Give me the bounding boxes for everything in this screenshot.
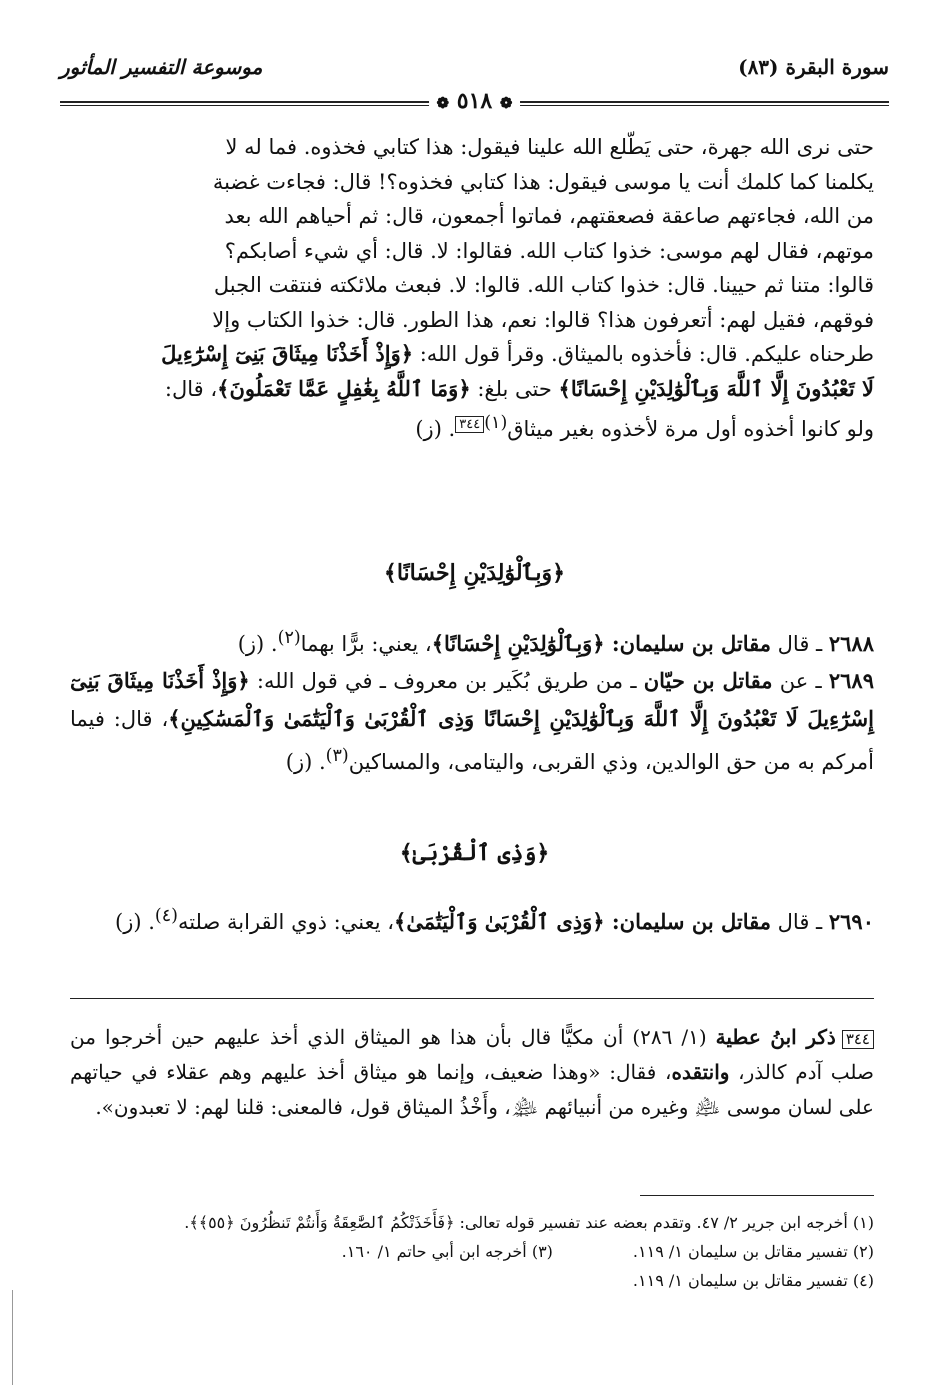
text-run: ، يعني: برًّا بهما: [300, 632, 432, 656]
footnotes: [70, 1208, 874, 1295]
text-run: . (ز): [115, 910, 155, 934]
footnote-ref: (٣): [325, 746, 349, 766]
footnote-ref: (١): [484, 413, 508, 433]
section-heading: ﴿وَذِى ٱلْقُرْبَىٰ﴾: [399, 840, 550, 866]
commentary-number-box: ٣٤٤: [842, 1030, 874, 1049]
text-run: ، فقال: «وهذا ضعيف، وإنما هو ميثاق أخذ عليهم وهم عقلاء في حياتهم على لسان موسى ﵇ وغيره من أنبيائهم ﵈، وأَخْذُ الميثاق قول، فالمعنى: قلنا لهم: لا تعبدون».: [70, 1060, 874, 1119]
text-run: (١/ ٢٨٦) أن مكيًّا قال بأن هذا هو الميثاق الذي أخذ عليهم حين أخرجوا من صلب آدم كالذر،: [70, 1025, 875, 1084]
text-line: [70, 406, 874, 447]
entry-2689: [70, 662, 874, 781]
text-run: ، قال: فيما أمركم به من حق الوالدين، وذي القربى، واليتامى، والمساكين: [70, 707, 874, 774]
text-run-bold: وانتقده: [671, 1060, 730, 1084]
ornament-icon: ❁: [436, 94, 450, 112]
commentary-note: [70, 1020, 874, 1125]
text-run: ـ قال: [771, 632, 829, 656]
text-run: . (ز): [237, 632, 278, 656]
footnote-ref: (٢): [277, 628, 301, 648]
quran-quote: لَا تَعْبُدُونَ إِلَّا ٱللَّهَ وَبِٱلْوَٰلِدَيْنِ إِحْسَانًا﴾: [558, 375, 874, 401]
text-run: ـ من طريق بُكَير بن معروف ـ في قول الله:: [249, 669, 644, 693]
entry-2690: [70, 898, 874, 941]
footnote-ref: (٤): [154, 906, 178, 926]
page-number: [429, 88, 521, 114]
entry-number: ٢٦٨٩: [828, 668, 874, 693]
footnote-4: (٤) تفسير مقاتل بن سليمان ١/ ١١٩.: [632, 1271, 874, 1290]
text-run: . (ز): [285, 750, 326, 774]
footnote-3: (٣) أخرجه ابن أبي حاتم ١/ ١٦٠.: [341, 1242, 553, 1261]
text-line: حتى نرى الله جهرة، حتى يَطّلع الله علينا فيقول: هذا كتابي فخذوه. فما له لا: [225, 135, 874, 159]
text-line: قالوا: متنا ثم حيينا. قال: خذوا كتاب الله. قالوا: لا. فبعث ملائكته فنتقت الجبل: [213, 273, 874, 297]
text-run: . (ز): [415, 417, 456, 441]
quran-quote: ﴿وَذِى ٱلْقُرْبَىٰ وَٱلْيَتَٰمَىٰ﴾: [394, 909, 612, 934]
text-line: [70, 337, 874, 372]
text-run: ـ عن: [772, 669, 829, 693]
commentary-separator: [70, 998, 874, 999]
text-line: [70, 372, 874, 407]
commentary-ref-box: ٣٤٤: [455, 416, 484, 433]
text-line: موتهم، فقال لهم موسى: خذوا كتاب الله. فقالوا: لا. قال: أي شيء أصابكم؟: [224, 238, 874, 263]
running-head-surah: [738, 55, 889, 79]
text-run: ، قال:: [164, 376, 218, 401]
text-run: حتى بلغ:: [477, 376, 552, 401]
ornament-icon: ❁: [499, 94, 513, 112]
scan-margin-line: [12, 1290, 13, 1385]
text-line: من الله، فجاءتهم صاعقة فصعقتهم، فماتوا أجمعون، قال: ثم أحياهم الله بعد: [224, 204, 874, 228]
text-run: طرحناه عليكم. قال: فأخذوه بالميثاق. وقرأ قول الله:: [419, 342, 874, 366]
footnote-row: [70, 1237, 874, 1266]
quran-quote: ﴿وَبِٱلْوَٰلِدَيْنِ إِحْسَانًا﴾: [431, 631, 612, 656]
quran-quote: ﴿وَمَا ٱللَّهُ بِغَٰفِلٍ عَمَّا تَعْمَلُونَ﴾: [217, 375, 471, 401]
section-heading: ﴿وَبِٱلْوَٰلِدَيْنِ إِحْسَانًا﴾: [383, 560, 566, 586]
commentator-name: ذكر ابنُ عطية: [715, 1025, 836, 1049]
entry-number: ٢٦٨٨: [828, 631, 874, 656]
footnote-2: (٢) تفسير مقاتل بن سليمان ١/ ١١٩.: [632, 1242, 874, 1261]
narrator-name: مقاتل بن حيّان: [643, 668, 773, 693]
text-line: يكلمنا كما كلمك أنت يا موسى فيقول: هذا كتابي فخذوه؟! قال: فجاءت غضبة: [212, 169, 874, 194]
text-run: ـ قال: [771, 910, 829, 934]
footnote-1: (١) أخرجه ابن جرير ٢/ ٤٧. وتقدم بعضه عند تفسير قوله تعالى: ﴿فَأَخَذَتْكُمُ ٱلصَّٰعِقَةُ وَأَنتُمْ تَنظُرُونَ ﴿٥٥﴾﴾.: [184, 1213, 874, 1232]
page-number-value: ٥١٨: [456, 88, 493, 114]
quran-quote: ﴿وَإِذْ أَخَذْنَا مِيثَاقَ بَنِىٓ إِسْرَٰٓءِيلَ لَا تَعْبُدُونَ إِلَّا ٱللَّهَ وَبِٱلْوَٰلِدَيْنِ إِحْسَانًا وَذِى ٱلْقُرْبَىٰ وَٱلْيَتَٰمَىٰ وَٱلْمَسَٰكِينِ﴾: [70, 668, 874, 731]
quran-quote: ﴿وَإِذْ أَخَذْنَا مِيثَاقَ بَنِىٓ إِسْرَٰٓءِيلَ: [161, 341, 414, 366]
narrator-name: مقاتل بن سليمان:: [611, 909, 771, 934]
main-text: [70, 130, 874, 447]
footnote-separator: [640, 1195, 874, 1196]
running-head-book: موسوعة التفسير المأثور: [60, 55, 263, 79]
text-line: فوقهم، فقيل لهم: أتعرفون هذا؟ قالوا: نعم، هذا الطور. قال: خذوا الكتاب وإلا: [212, 307, 874, 332]
entry-2688: [70, 620, 874, 663]
surah-title: سورة البقرة: [785, 55, 889, 79]
verse-ref: (٨٣): [738, 55, 779, 79]
text-run: ولو كانوا أخذوه أول مرة لأخذوه بغير ميثاق: [507, 417, 874, 441]
page-header: [60, 55, 889, 115]
text-run: ، يعني: ذوي القرابة صلته: [177, 910, 395, 934]
entry-number: ٢٦٩٠: [828, 909, 874, 934]
narrator-name: مقاتل بن سليمان:: [611, 631, 771, 656]
